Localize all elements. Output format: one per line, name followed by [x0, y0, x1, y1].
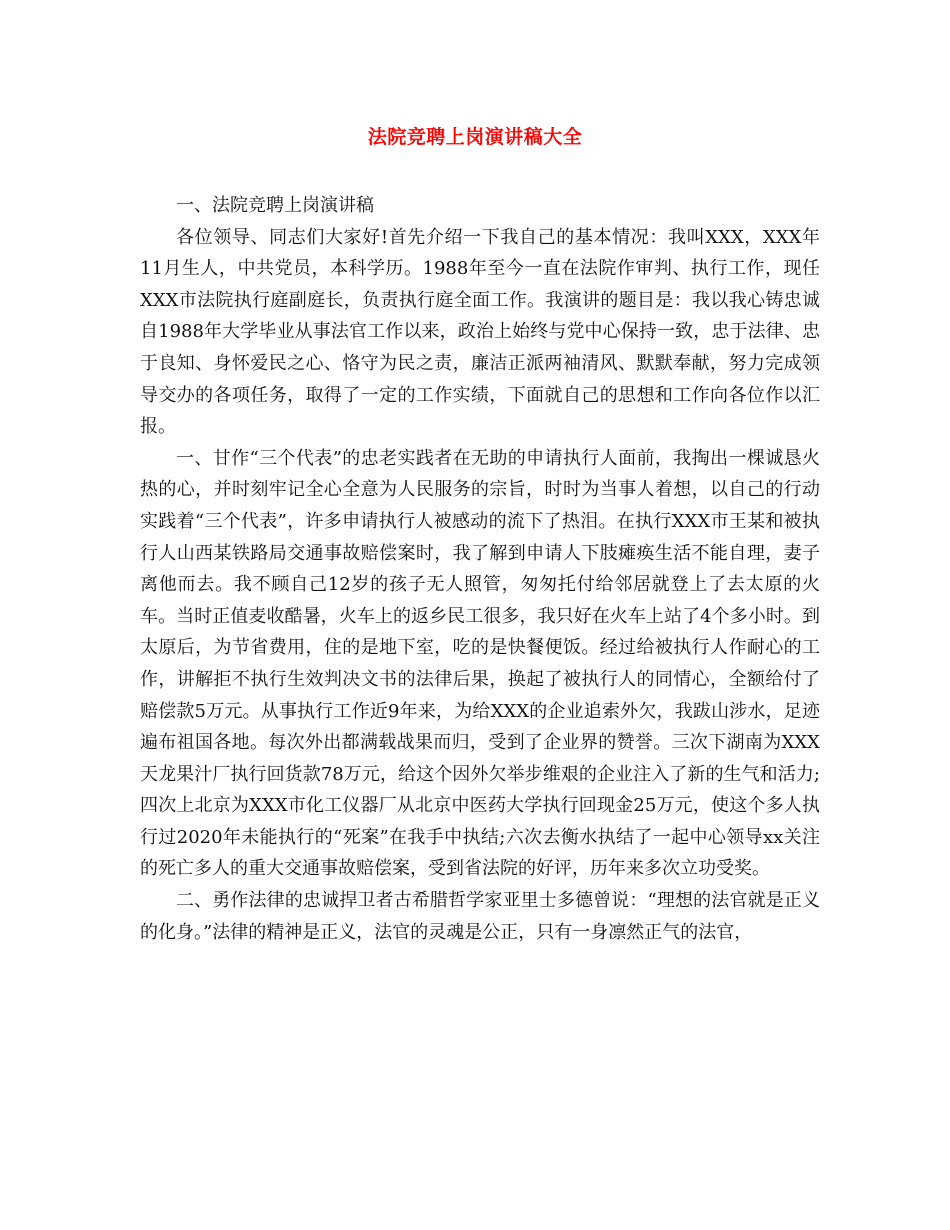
- paragraph-introduction: 各位领导、同志们大家好!首先介绍一下我自己的基本情况：我叫XXX，XXX年11月生人，中共党员，本科学历。1988年至今一直在法院作审判、执行工作，现任XXX市法院执行庭副庭长，负责执行庭全面工作。我演讲的题目是：我以我心铸忠诚自1988年大学毕业从事法官工作以来，政治上始终与党中心保持一致，忠于法律、忠于良知、身怀爱民之心、恪守为民之责，廉洁正派两袖清风、默默奉献，努力完成领导交办的各项任务，取得了一定的工作实绩，下面就自己的思想和工作向各位作以汇报。: [140, 226, 820, 438]
- document-title: 法院竞聘上岗演讲稿大全: [367, 126, 583, 148]
- paragraph-section-two: 二、勇作法律的忠诚捍卫者古希腊哲学家亚里士多德曾说：“理想的法官就是正义的化身。”法律的精神是正义，法官的灵魂是公正，只有一身凛然正气的法官，: [140, 890, 820, 943]
- document-body: [140, 190, 820, 948]
- paragraph-section-one: 一、甘作“三个代表”的忠老实践者在无助的申请执行人面前，我掏出一棵诚恳火热的心，并时刻牢记全心全意为人民服务的宗旨，时时为当事人着想，以自己的行动实践着“三个代表”，许多申请执行人被感动的流下了热泪。在执行XXX市王某和被执行人山西某铁路局交通事故赔偿案时，我了解到申请人下肢瘫痪生活不能自理，妻子离他而去。我不顾自己12岁的孩子无人照管，匆匆托付给邻居就登上了去太原的火车。当时正值麦收酷暑，火车上的返乡民工很多，我只好在火车上站了4个多小时。到太原后，为节省费用，住的是地下室，吃的是快餐便饭。经过给被执行人作耐心的工作，讲解拒不执行生效判决文书的法律后果，换起了被执行人的同情心，全额给付了赔偿款5万元。从事执行工作近9年来，为给XXX的企业追索外欠，我跋山涉水，足迹遍布祖国各地。每次外出都满载战果而归，受到了企业界的赞誉。三次下湖南为XXX天龙果汁厂执行回货款78万元，给这个因外欠举步维艰的企业注入了新的生气和活力;四次上北京为XXX市化工仪器厂从北京中医药大学执行回现金25万元，使这个多人执行过2020年未能执行的“死案”在我手中执结;六次去衡水执结了一起中心领导xx关注的死亡多人的重大交通事故赔偿案，受到省法院的好评，历年来多次立功受奖。: [140, 447, 820, 880]
- section-heading: 一、法院竞聘上岗演讲稿: [176, 195, 374, 216]
